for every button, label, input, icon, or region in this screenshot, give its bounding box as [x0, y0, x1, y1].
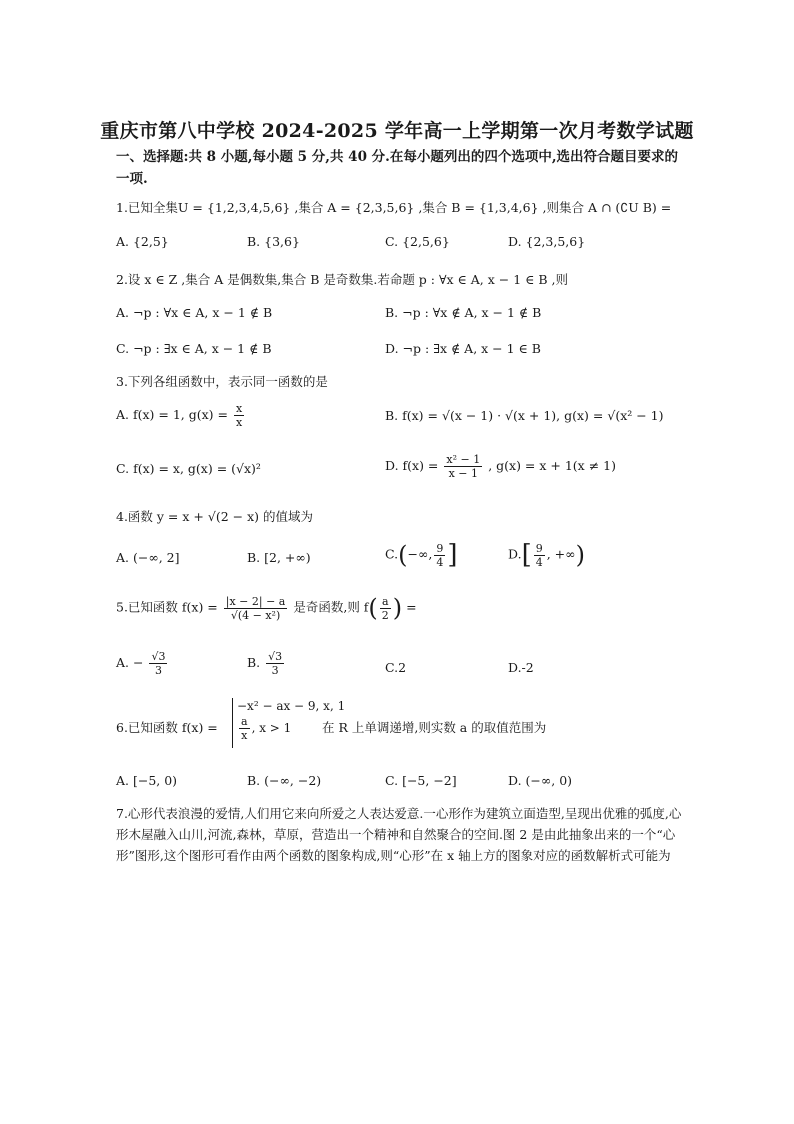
fraction-numerator: 9: [436, 541, 444, 555]
question-4-option-d-fraction: [534, 542, 545, 569]
question-2-stem: 2.设 x ∈ Z ,集合 A 是偶数集,集合 B 是奇数集.若命题 p : ∀x ∈ A, x − 1 ∈ B ,则: [116, 272, 568, 287]
fraction-numerator: 9: [535, 541, 543, 555]
question-7-stem: 7.心形代表浪漫的爱情,人们用它来向所爱之人表达爱意.一心形作为建筑立面造型,呈现出优雅的弧度,心形木屋融入山川,河流,森林，草原，营造出一个精神和自然聚合的空间.图 2 是由此抽象出来的一个“心形”图形,这个图形可看作由两个函数的图象构成,则“心形”在 x 轴上方的图象对应的函数解析式可能为: [116, 806, 682, 863]
fraction-numerator: x: [235, 402, 243, 415]
question-4-option-c: [385, 540, 458, 570]
question-5-option-a-prefix: A. −: [116, 655, 144, 670]
question-4-option-d: [508, 540, 585, 570]
fraction-numerator: x² − 1: [446, 453, 481, 466]
question-4-option-a: A. (−∞, 2]: [116, 550, 180, 565]
fraction-numerator: √3: [268, 650, 283, 663]
question-3-option-a: [116, 402, 246, 429]
question-1-stem: 1.已知全集U = {1,2,3,4,5,6} ,集合 A = {2,3,5,6} ,集合 B = {1,3,4,6} ,则集合 A ∩ (∁U B) =: [116, 200, 672, 215]
question-4-option-c-prefix: C.: [385, 546, 399, 562]
question-4-option-b: B. [2, +∞): [247, 550, 311, 565]
question-2-option-d: D. ¬p : ∃x ∉ A, x − 1 ∈ B: [385, 341, 541, 356]
question-4-option-d-right: , +∞: [546, 546, 576, 562]
question-5-option-b-fraction: [266, 650, 284, 677]
question-5-option-d: D.-2: [508, 660, 534, 675]
left-bracket: [: [521, 540, 532, 570]
left-paren: (: [368, 594, 378, 622]
question-3-option-b: B. f(x) = √(x − 1) · √(x + 1), g(x) = √(x² − 1): [385, 408, 664, 423]
question-5-option-a: [116, 650, 169, 677]
question-3-option-d-prefix: D. f(x) =: [385, 458, 439, 473]
fraction-denominator: 3: [271, 664, 279, 677]
fraction-denominator: x − 1: [448, 467, 479, 480]
question-5-stem-middle: 是奇函数,则 f: [293, 599, 369, 615]
fraction-denominator: 3: [154, 664, 162, 677]
question-3-option-d: [385, 453, 616, 480]
section-heading: 一、选择题:共 8 小题,每小题 5 分,共 40 分.在每小题列出的四个选项中,选出符合题目要求的一项.: [116, 149, 679, 187]
question-1-option-b: B. {3,6}: [247, 234, 300, 249]
right-paren: ): [575, 541, 585, 569]
fraction-numerator: √3: [151, 650, 166, 663]
question-2-option-c: C. ¬p : ∃x ∈ A, x − 1 ∉ B: [116, 341, 272, 356]
question-6-stem-suffix: 在 R 上单调递增,则实数 a 的取值范围为: [322, 720, 547, 735]
question-3-stem: 3.下列各组函数中，表示同一函数的是: [116, 374, 328, 389]
fraction-numerator: a: [380, 595, 391, 609]
question-3-option-d-fraction: [444, 453, 482, 480]
question-5-stem-prefix: 5.已知函数 f(x) =: [116, 599, 218, 615]
right-bracket: ]: [447, 540, 458, 570]
fraction-denominator: x: [241, 729, 248, 742]
piecewise-case-2-fraction: [239, 715, 250, 742]
question-5-stem-suffix: =: [406, 599, 417, 615]
fraction-denominator: x: [235, 416, 243, 429]
question-5-option-b: [247, 650, 286, 677]
fraction-denominator: √(4 − x²): [230, 608, 281, 622]
piecewise-case-2-condition: , x > 1: [251, 721, 292, 735]
question-6-stem-prefix: 6.已知函数 f(x) =: [116, 720, 218, 735]
question-1-option-d: D. {2,3,5,6}: [508, 234, 586, 249]
fraction-numerator: a: [241, 715, 248, 728]
question-4-option-d-prefix: D.: [508, 546, 522, 562]
question-3-option-a-fraction: [234, 402, 244, 429]
question-5-stem: [116, 594, 417, 622]
question-1-option-a: A. {2,5}: [116, 234, 169, 249]
fraction-denominator: 2: [381, 608, 389, 622]
question-3-option-c: C. f(x) = x, g(x) = (√x)²: [116, 461, 261, 476]
question-1-option-c: C. {2,5,6}: [385, 234, 450, 249]
question-5-option-b-prefix: B.: [247, 655, 261, 670]
question-5-option-a-fraction: [149, 650, 167, 677]
question-6-option-d: D. (−∞, 0): [508, 773, 573, 788]
question-6-option-b: B. (−∞, −2): [247, 773, 322, 788]
question-2-option-b: B. ¬p : ∀x ∉ A, x − 1 ∉ B: [385, 305, 542, 320]
page-title: 重庆市第八中学校 2024-2025 学年高一上学期第一次月考数学试题: [100, 120, 694, 142]
question-5-argument-fraction: [380, 595, 391, 622]
piecewise-case-1: −x² − ax − 9, x, 1: [237, 699, 346, 713]
question-5-stem-fraction: [224, 595, 288, 622]
question-6-option-c: C. [−5, −2]: [385, 773, 457, 788]
question-3-option-a-prefix: A. f(x) = 1, g(x) =: [116, 407, 228, 422]
question-4-stem: 4.函数 y = x + √(2 − x) 的值域为: [116, 509, 313, 524]
fraction-denominator: 4: [535, 555, 543, 569]
question-2-option-a: A. ¬p : ∀x ∈ A, x − 1 ∉ B: [116, 305, 273, 320]
question-5-option-c: C.2: [385, 660, 407, 675]
question-3-option-d-suffix: , g(x) = x + 1(x ≠ 1): [488, 458, 616, 473]
right-paren: ): [392, 594, 403, 622]
question-4-option-c-fraction: [434, 542, 445, 569]
question-6-option-a: A. [−5, 0): [116, 773, 178, 788]
question-4-option-c-left: −∞,: [407, 546, 433, 562]
left-paren: (: [398, 541, 408, 569]
fraction-numerator: |x − 2| − a: [225, 594, 286, 608]
fraction-denominator: 4: [436, 555, 444, 569]
